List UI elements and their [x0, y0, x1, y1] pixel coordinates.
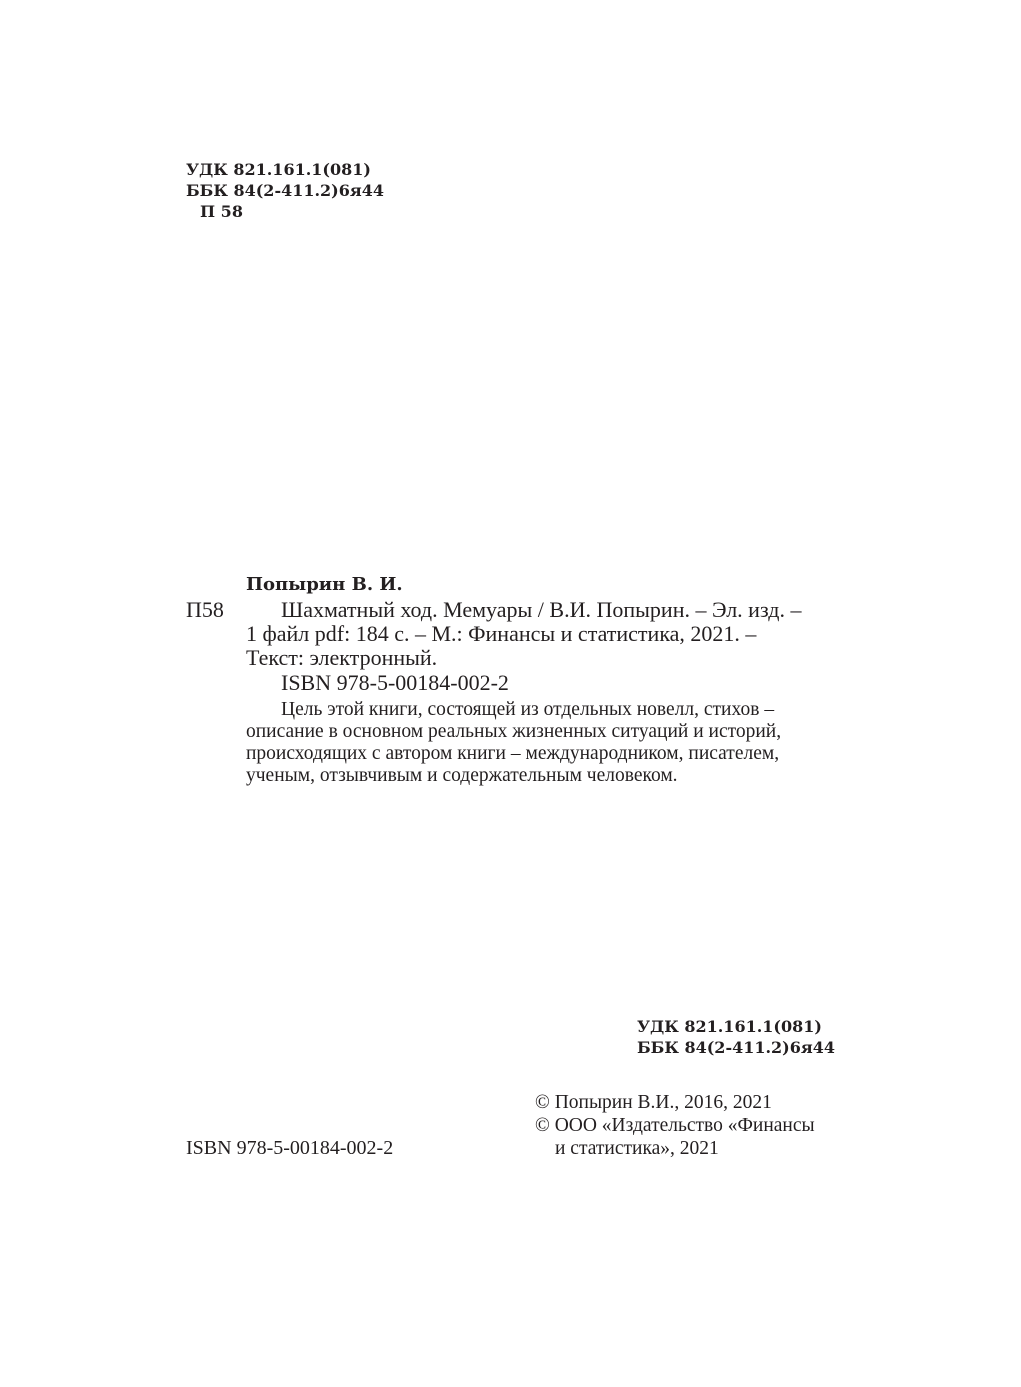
bbk-code: ББК 84(2-411.2)6я44: [637, 1038, 835, 1057]
biblio-line: 1 файл pdf: 184 с. – М.: Финансы и статистика, 2021. –: [246, 621, 757, 646]
biblio-line: Текст: электронный.: [246, 645, 438, 670]
catalog-isbn: ISBN 978-5-00184-002-2: [281, 670, 509, 695]
udk-code: УДК 821.161.1(081): [186, 160, 371, 179]
bottom-isbn: ISBN 978-5-00184-002-2: [186, 1137, 394, 1159]
top-classification-codes: [186, 159, 384, 222]
copyright-publisher-cont: и статистика», 2021: [555, 1138, 719, 1159]
catalog-author: Попырин В. И.: [246, 574, 403, 595]
bottom-classification-codes: [637, 1016, 835, 1058]
copyright-author: © Попырин В.И., 2016, 2021: [535, 1092, 772, 1113]
abstract-line: описание в основном реальных жизненных ситуаций и историй,: [246, 721, 782, 742]
bbk-code: ББК 84(2-411.2)6я44: [186, 181, 384, 200]
copyright-publisher: © ООО «Издательство «Финансы: [535, 1115, 815, 1136]
author-mark: П 58: [200, 202, 243, 221]
copyright-block: [535, 1091, 815, 1160]
biblio-line: Шахматный ход. Мемуары / В.И. Попырин. – Эл. изд. –: [281, 597, 802, 622]
abstract-line: происходящих с автором книги – международником, писателем,: [246, 743, 780, 764]
bibliographic-description: [246, 598, 801, 670]
abstract-line: Цель этой книги, состоящей из отдельных новелл, стихов –: [281, 699, 775, 720]
udk-code: УДК 821.161.1(081): [637, 1017, 822, 1036]
catalog-code: П58: [186, 597, 224, 622]
abstract-line: ученым, отзывчивым и содержательным человеком.: [246, 765, 678, 786]
abstract: [246, 699, 781, 787]
